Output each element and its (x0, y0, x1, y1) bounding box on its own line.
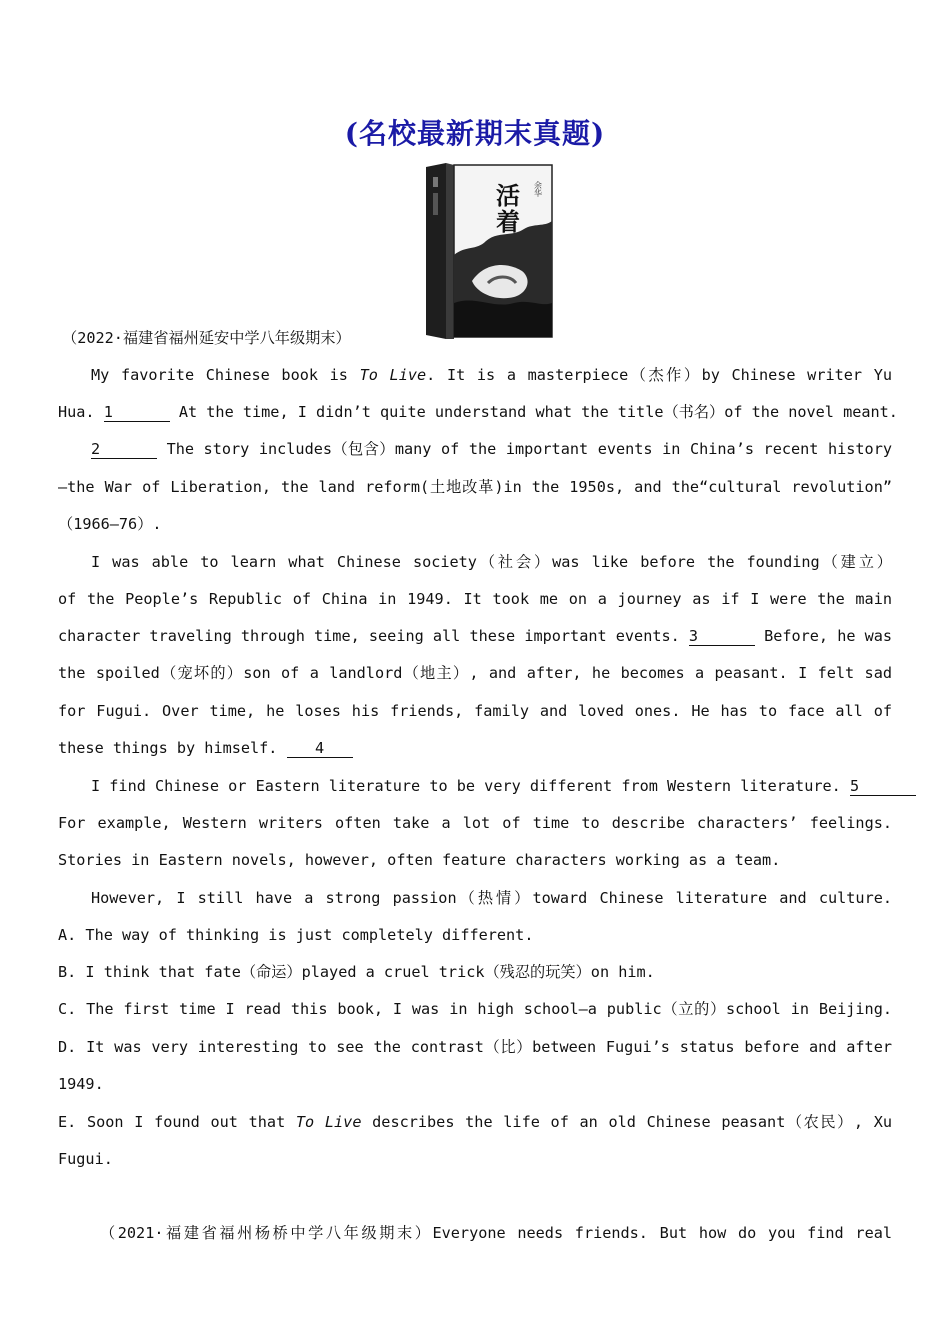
passage1-line: For example, Western writers often take a lot of time to describe characters’ feelings. (58, 814, 892, 832)
passage1-line: However, I still have a strong passion（热情）toward Chinese literature and culture. (91, 889, 892, 907)
passage1-line: （1966—76）. (58, 515, 162, 533)
blank-4: 4 (287, 739, 353, 758)
passage1-line: these things by himself. 4 (58, 737, 892, 759)
blank-1: 1 (104, 403, 170, 422)
option-d-continued: 1949. (58, 1075, 104, 1093)
passage1-line: the spoiled（宠坏的）son of a landlord（地主）, and after, he becomes a peasant. I felt sad (58, 664, 892, 682)
book-cover-image (424, 163, 553, 339)
option-d: D. It was very interesting to see the contrast（比）between Fugui’s status before and after (58, 1038, 892, 1056)
option-e-continued: Fugui. (58, 1150, 113, 1168)
passage1-line: —the War of Liberation, the land reform(土地改革)in the 1950s, and the“cultural revolution” (58, 478, 892, 496)
page-title: (名校最新期末真题) (344, 117, 606, 150)
option-a: A. The way of thinking is just completely different. (58, 926, 534, 944)
option-b: B. I think that fate（命运）played a cruel trick（残忍的玩笑）on him. (58, 963, 655, 981)
passage1-line: I find Chinese or Eastern literature to be very different from Western literature. 5 (91, 775, 892, 797)
option-c: C. The first time I read this book, I was in high school—a public（立的）school in Beijing. (58, 1000, 892, 1018)
book-title: To Live (295, 1113, 362, 1131)
passage1-line: Hua. 1 At the time, I didn’t quite understand what the title（书名）of the novel meant. (58, 403, 898, 421)
passage2-source: （2021·福建省福州杨桥中学八年级期末） (100, 1224, 433, 1242)
passage1-line: Stories in Eastern novels, however, often feature characters working as a team. (58, 851, 781, 869)
passage1-line: character traveling through time, seeing all these important events. 3 Before, he was (58, 627, 893, 645)
passage1-line: for Fugui. Over time, he loses his friends, family and loved ones. He has to face all of (58, 702, 892, 720)
option-e: E. Soon I found out that To Live describes the life of an old Chinese peasant（农民）, Xu (58, 1113, 892, 1131)
book-cover-author: 余华 (533, 181, 543, 197)
book-title: To Live (359, 366, 427, 384)
blank-5: 5 (850, 777, 916, 796)
passage1-source: （2022·福建省福州延安中学八年级期末） (62, 329, 351, 347)
passage1-line: 2 The story includes（包含）many of the important events in China’s recent history (91, 440, 892, 458)
passage2-line: （2021·福建省福州杨桥中学八年级期末）Everyone needs friends. But how do you find real (100, 1224, 892, 1242)
passage1-line: My favorite Chinese book is To Live. It is a masterpiece（杰作）by Chinese writer Yu (91, 366, 892, 384)
book-cover-title: 活着 (491, 183, 521, 235)
blank-2: 2 (91, 440, 157, 459)
blank-3: 3 (689, 627, 755, 646)
passage1-line: I was able to learn what Chinese society（社会）was like before the founding（建立） (91, 553, 892, 571)
passage1-line: of the People’s Republic of China in 1949. It took me on a journey as if I were the main (58, 590, 892, 608)
